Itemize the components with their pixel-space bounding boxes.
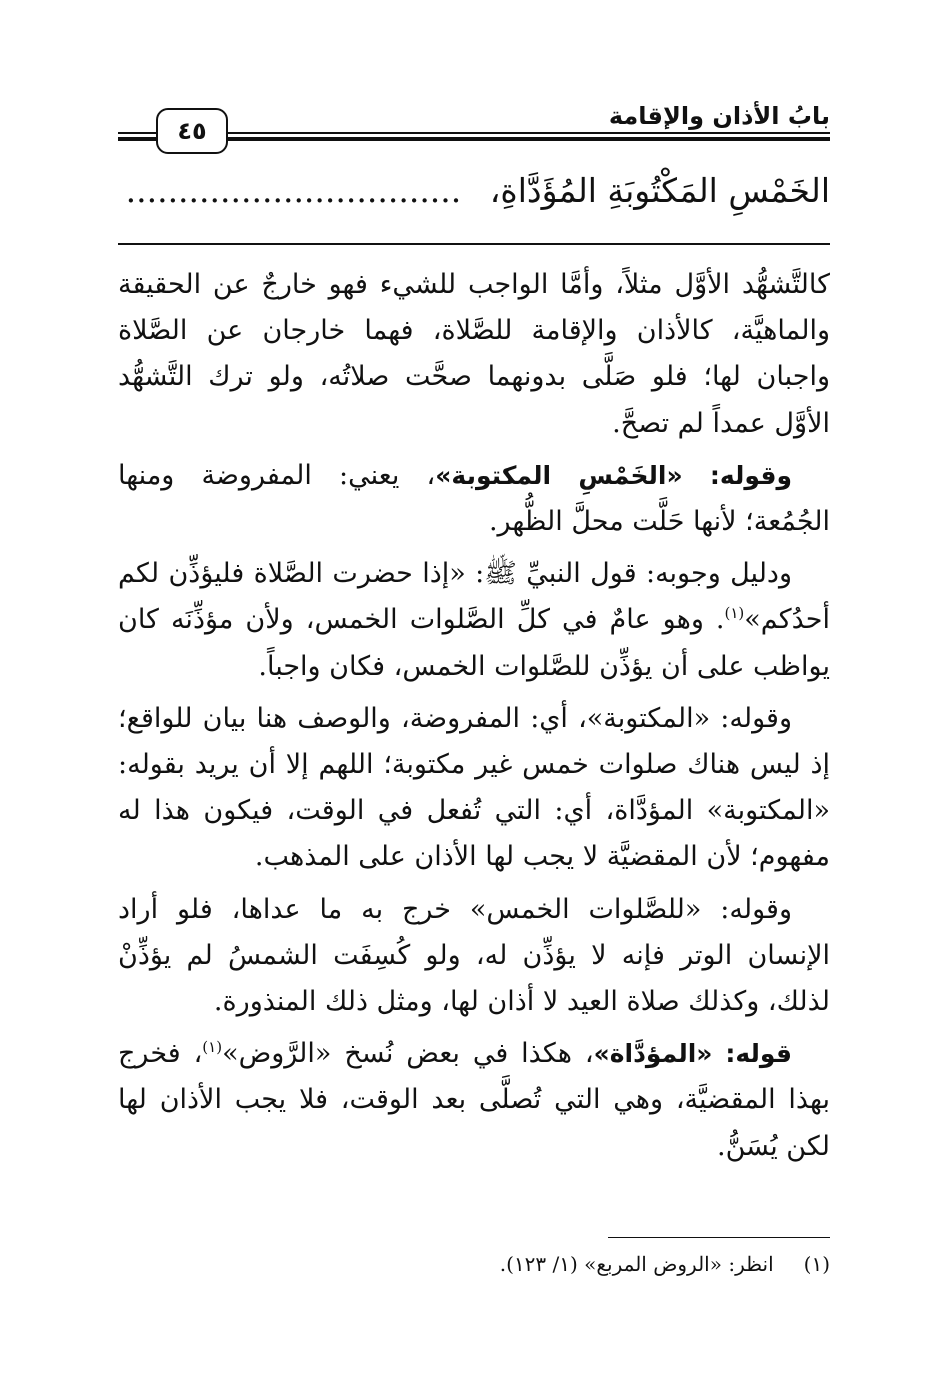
- paragraph-6: قوله: «المؤدَّاة»، هكذا في بعض نُسخ «الرَّوض»$^{(١)}$، فخرج بهذا المقضيَّة، وهي التي تُصلَّى بعد الوقت، فلا يجب الأذان لها لكن يُسَنُّ.: [118, 1038, 830, 1162]
- matn-line: [118, 166, 830, 216]
- running-header: [118, 98, 830, 154]
- footnote: [118, 1248, 830, 1280]
- matn-separator-rule: [118, 243, 830, 245]
- paragraph-5: وقوله: «للصَّلوات الخمس» خرج به ما عداها، فلو أراد الإنسان الوتر فإنه لا يؤذِّن له، ولو كُسِفَت الشمسُ لم يؤذِّنْ لذلك، وكذلك صلاة العيد لا أذان لها، ومثل ذلك المنذورة.: [118, 893, 830, 1018]
- paragraph-4: وقوله: «المكتوبة»، أي: المفروضة، والوصف هنا بيان للواقع؛ إذ ليس هناك صلوات خمس غير مكتوبة؛ اللهم إلا أن يريد بقوله: «المكتوبة» المؤدَّاة، أي: التي تُفعل في الوقت، فيكون هذا له مفهوم؛ لأن المقضيَّة لا يجب لها الأذان على المذهب.: [118, 702, 830, 873]
- matn-text: الخَمْسِ المَكْتُوبَةِ المُؤَدَّاةِ،: [489, 171, 830, 210]
- page-number: ٤٥: [156, 108, 228, 154]
- footnote-text: انظر: «الروض المربع» (١/ ١٢٣).: [499, 1252, 774, 1276]
- matn-dots: ................................: [125, 171, 462, 210]
- qawl-quote: «الخَمْسِ المكتوبة»: [435, 460, 683, 490]
- paragraph-3: ودليل وجوبه: قول النبيِّ ﷺ: «إذا حضرت الصَّلاة فليؤذِّن لكم أحدُكم»$^{(١)}$. وهو عامٌ في كلِّ الصَّلوات الخمس، ولأن مؤذِّنَه كان يواظب على أن يؤذِّن للصَّلوات الخمس، فكان واجباً.: [118, 558, 830, 682]
- qawl-lead: قوله:: [725, 1039, 792, 1069]
- footnote-ref: (١): [202, 1038, 223, 1057]
- qawl-lead: وقوله:: [709, 460, 792, 490]
- footnote-ref: (١): [724, 604, 745, 623]
- footnote-mark: (١): [803, 1252, 830, 1276]
- qawl-quote: «المؤدَّاة»: [593, 1039, 713, 1069]
- chapter-title: بابُ الأذان والإقامة: [599, 100, 830, 132]
- paragraph-1: كالتَّشهُّد الأوَّل مثلاً، وأمَّا الواجب للشيء فهو خارجٌ عن الحقيقة والماهيَّة، كالأذان والإقامة للصَّلاة، فهما خارجان عن الصَّلاة واجبان لها؛ فلو صَلَّى بدونهما صحَّت صلاتُه، ولو ترك التَّشهُّد الأوَّل عمداً لم تصحَّ.: [118, 269, 830, 439]
- commentary-body: [118, 262, 830, 1176]
- paragraph-2: وقوله: «الخَمْسِ المكتوبة»، يعني: المفروضة ومنها الجُمُعة؛ لأنها حَلَّت محلَّ الظُّهر.: [118, 459, 830, 538]
- footnote-rule: [608, 1237, 830, 1238]
